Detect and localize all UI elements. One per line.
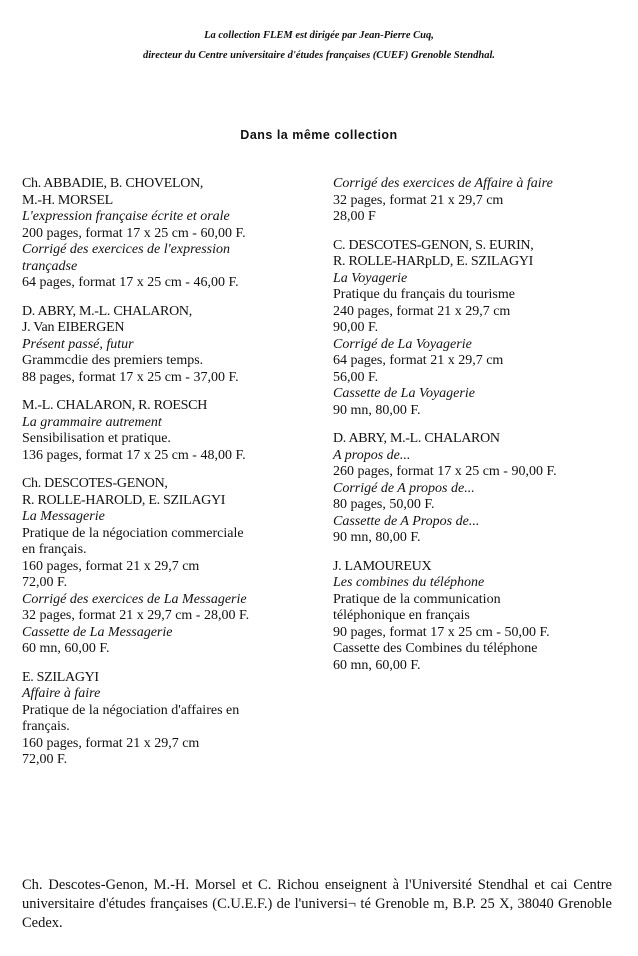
book-authors: M.-H. MORSEL [22, 192, 113, 208]
book-detail: Pratique du français du tourisme [333, 287, 515, 302]
book-entry [333, 176, 623, 226]
book-authors: Ch. DESCOTES-GENON, [22, 476, 168, 491]
book-authors: R. ROLLE-HARpLD, E. SZILAGYI [333, 254, 534, 269]
book-detail: en français. [22, 542, 87, 557]
book-entry [333, 559, 623, 675]
book-entry [22, 176, 312, 292]
book-detail: Pratique de la négociation d'affaires en [22, 702, 240, 718]
authors-note: Ch. Descotes-Genon, M.-H. Morsel et C. Richou enseignent à l'Université Stendhal et cai Centre universitaire d'études françaises (C.U.E.F.) de l'universi¬ té Grenoble m, B.P. 25 X, 38040 Grenoble Cedex. [22, 877, 612, 931]
book-detail: 72,00 F. [22, 575, 68, 590]
book-detail: Sensibilisation et pratique. [22, 431, 171, 446]
book-entry [22, 304, 312, 387]
header-line-2: directeur du Centre universitaire d'études françaises (CUEF) Grenoble Stendhal. [142, 50, 496, 61]
collection-header [0, 26, 638, 66]
book-entry [333, 238, 623, 420]
book-detail: 56,00 F. [333, 369, 379, 385]
book-title: Cassette de La Voyagerie [333, 386, 475, 401]
book-detail: 88 pages, format 17 x 25 cm - 37,00 F. [22, 369, 239, 385]
book-detail: 90,00 F. [333, 320, 379, 335]
book-authors: C. DESCOTES-GENON, S. EURIN, [333, 237, 534, 253]
book-detail: Cassette des Combines du téléphone [333, 641, 538, 656]
book-authors: D. ABRY, M.-L. CHALARON, [22, 303, 192, 319]
book-title: A propos de... [333, 447, 411, 463]
book-entry [22, 670, 312, 769]
book-detail: 28,00 F [333, 209, 376, 224]
header-line-1: La collection FLEM est dirigée par Jean-Pierre Cuq, [204, 30, 434, 41]
book-title: La Voyagerie [333, 270, 408, 286]
book-title: Corrigé des exercices de La Messagerie [22, 591, 247, 607]
book-authors: J. LAMOUREUX [333, 558, 432, 574]
book-detail: 136 pages, format 17 x 25 cm - 48,00 F. [22, 447, 246, 463]
book-title: Cassette de A Propos de... [333, 513, 480, 529]
book-detail: Pratique de la négociation commerciale [22, 525, 244, 541]
book-detail: 64 pages, format 17 x 25 cm - 46,00 F. [22, 275, 239, 290]
book-detail: 200 pages, format 17 x 25 cm - 60,00 F. [22, 225, 246, 241]
book-detail: 32 pages, format 21 x 29,7 cm - 28,00 F. [22, 608, 250, 623]
book-detail: français. [22, 719, 70, 734]
book-authors: E. SZILAGYI [22, 669, 99, 685]
book-title: Corrigé des exercices de Affaire à faire [333, 176, 553, 191]
book-authors: Ch. ABBADIE, B. CHOVELON, [22, 176, 204, 191]
book-entry [333, 431, 623, 547]
right-column [333, 176, 623, 686]
book-title: Corrigé des exercices de l'expression [22, 242, 231, 257]
book-authors: M.-L. CHALARON, R. ROESCH [22, 398, 208, 413]
book-authors: D. ABRY, M.-L. CHALARON [333, 431, 500, 446]
book-detail: 64 pages, format 21 x 29,7 cm [333, 353, 504, 368]
book-detail: 240 pages, format 21 x 29,7 cm [333, 303, 511, 319]
book-detail: 80 pages, 50,00 F. [333, 497, 435, 512]
book-title: trançadse [22, 258, 78, 274]
book-title: Corrigé de A propos de... [333, 480, 475, 496]
book-detail: Pratique de la communication [333, 591, 501, 607]
book-detail: 60 mn, 60,00 F. [22, 641, 110, 656]
book-detail: téléphonique en français [333, 608, 470, 623]
book-title: Corrigé de La Voyagerie [333, 336, 472, 352]
book-detail: Grammcdie des premiers temps. [22, 353, 204, 368]
book-entry [22, 476, 312, 658]
book-detail: 90 mn, 80,00 F. [333, 402, 421, 418]
book-authors: R. ROLLE-HAROLD, E. SZILAGYI [22, 492, 226, 508]
book-authors: J. Van EIBERGEN [22, 320, 125, 335]
book-title: Présent passé, futur [22, 336, 134, 352]
book-title: La Messagerie [22, 509, 105, 524]
book-detail: 72,00 F. [22, 752, 68, 767]
book-title: L'expression française écrite et orale [22, 209, 230, 224]
book-detail: 160 pages, format 21 x 29,7 cm [22, 735, 200, 751]
left-column [22, 176, 312, 781]
book-title: La grammaire autrement [22, 414, 162, 430]
book-entry [22, 398, 312, 464]
book-detail: 90 mn, 80,00 F. [333, 530, 421, 545]
book-detail: 32 pages, format 21 x 29,7 cm [333, 192, 504, 208]
book-detail: 60 mn, 60,00 F. [333, 657, 421, 673]
section-title: Dans la même collection [240, 128, 398, 142]
book-title: Les combines du téléphone [333, 575, 485, 590]
book-detail: 90 pages, format 17 x 25 cm - 50,00 F. [333, 624, 550, 640]
book-title: Cassette de La Messagerie [22, 624, 173, 640]
book-detail: 260 pages, format 17 x 25 cm - 90,00 F. [333, 464, 557, 479]
book-title: Affaire à faire [22, 686, 101, 701]
book-detail: 160 pages, format 21 x 29,7 cm [22, 558, 200, 574]
